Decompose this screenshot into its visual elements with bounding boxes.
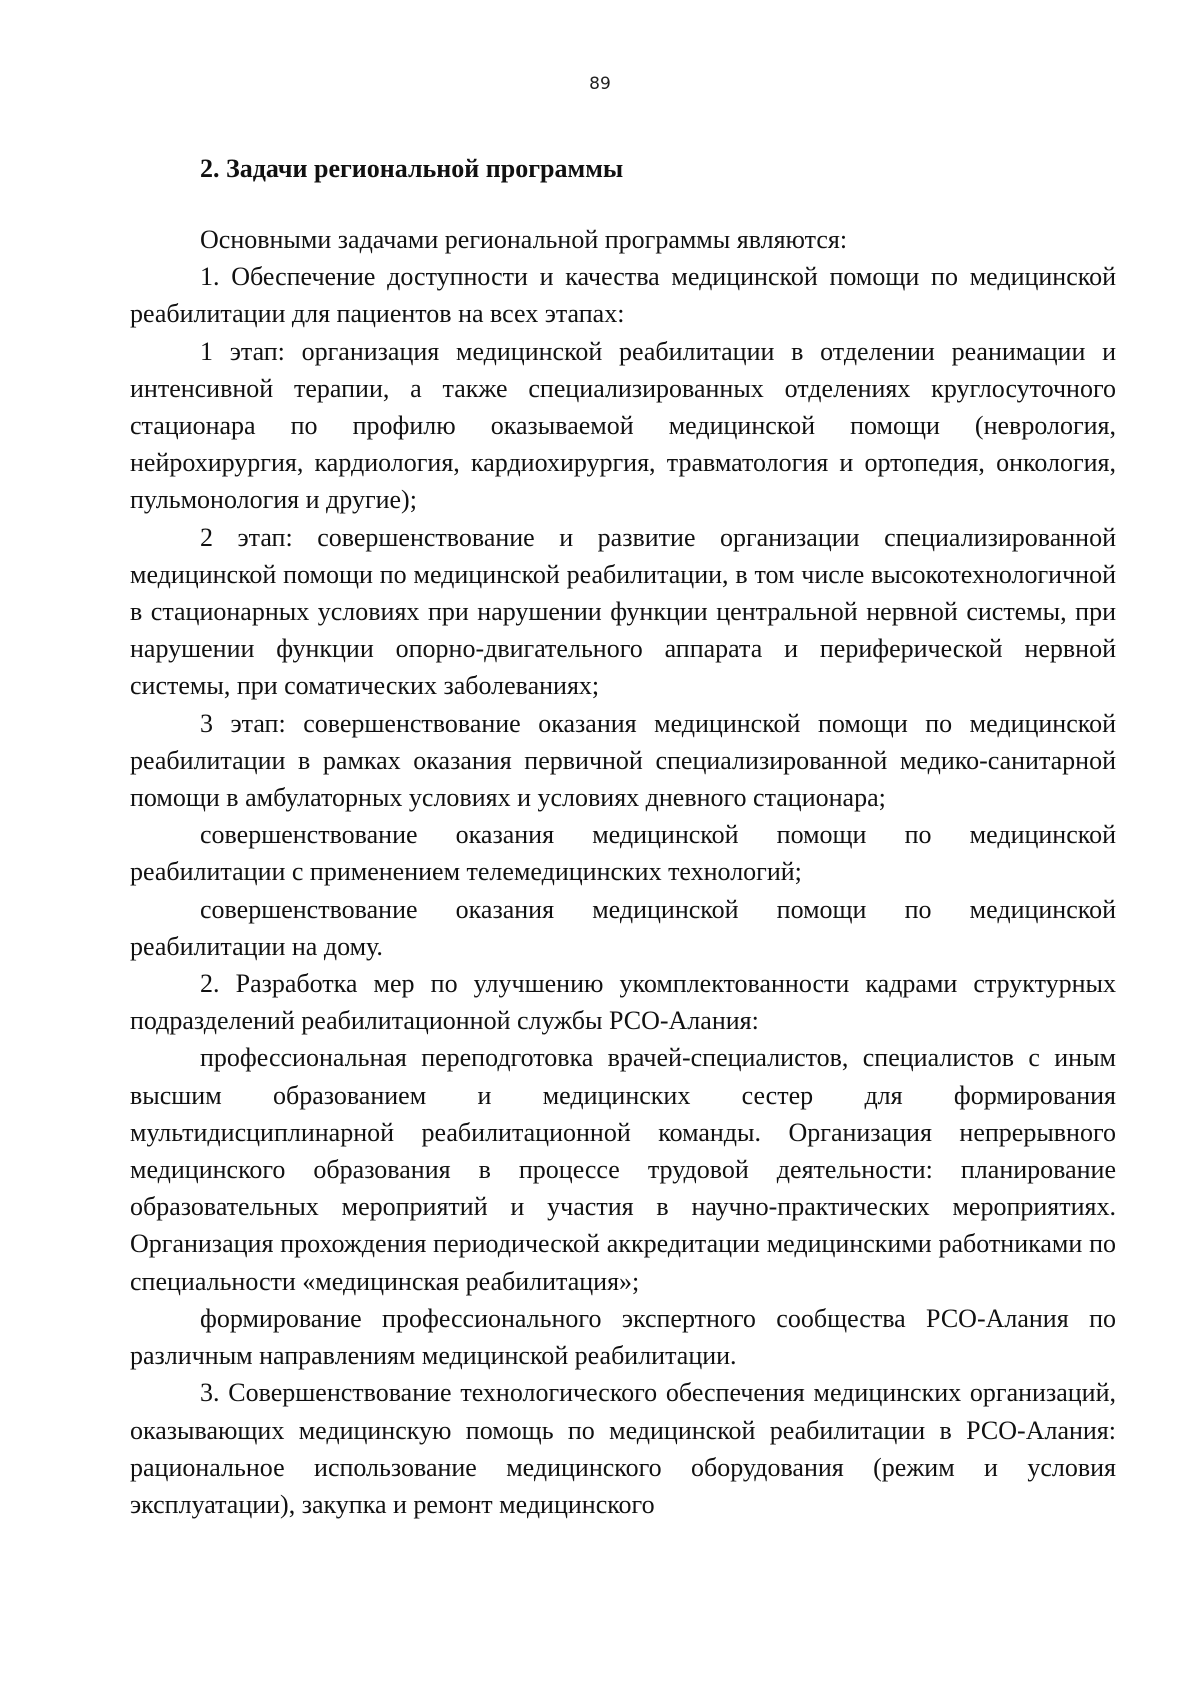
paragraph-retraining: профессиональная переподготовка врачей-специалистов, специалистов с иным высшим образованием и медицинских сестер для формирования мультидисциплинарной реабилитационной команды. Организация непрерывного медицинского образования в процессе трудовой деятельности: планирование образовательных мероприятий и участия в научно-практических мероприятиях. Организация прохождения периодической аккредитации медицинскими работниками по специальности «медицинская реабилитация»; xyxy=(130,1043,1116,1296)
paragraph-telemedicine: совершенствование оказания медицинской помощи по медицинской реабилитации с применением телемедицинских технологий; xyxy=(130,820,1116,887)
paragraph-task-3: 3. Совершенствование технологического обеспечения медицинских организаций, оказывающих медицинскую помощь по медицинской реабилитации в РСО-Алания: рациональное использование медицинского оборудования (режим и условия эксплуатации), закупка и ремонт медицинского xyxy=(130,1378,1116,1519)
paragraph-expert-community: формирование профессионального экспертного сообщества РСО-Алания по различным направлениям медицинской реабилитации. xyxy=(130,1303,1116,1371)
paragraph-stage-1: 1 этап: организация медицинской реабилитации в отделении реанимации и интенсивной терапии, а также специализированных отделениях круглосуточного стационара по профилю оказываемой медицинской помощи (неврология, нейрохирургия, кардиология, кардиохирургия, травматология и ортопедия, онкология, пульмонология и другие); xyxy=(130,336,1116,515)
paragraph-intro: Основными задачами региональной программы являются: xyxy=(200,225,848,254)
paragraph-task-2: 2. Разработка мер по улучшению укомплектованности кадрами структурных подразделений реабилитационной службы РСО-Алания: xyxy=(130,969,1116,1036)
document-body xyxy=(130,150,1116,1523)
section-heading: 2. Задачи региональной программы xyxy=(200,154,624,183)
paragraph-home-care: совершенствование оказания медицинской помощи по медицинской реабилитации на дому. xyxy=(130,894,1116,961)
page-number: 89 xyxy=(589,74,611,94)
paragraph-task-1: 1. Обеспечение доступности и качества медицинской помощи по медицинской реабилитации для пациентов на всех этапах: xyxy=(130,262,1116,329)
paragraph-stage-2: 2 этап: совершенствование и развитие организации специализированной медицинской помощи по медицинской реабилитации, в том числе высокотехнологичной в стационарных условиях при нарушении функции центральной нервной системы, при нарушении функции опорно-двигательного аппарата и периферической нервной системы, при соматических заболеваниях; xyxy=(130,522,1116,701)
paragraph-stage-3: 3 этап: совершенствование оказания медицинской помощи по медицинской реабилитации в рамках оказания первичной специализированной медико-санитарной помощи в амбулаторных условиях и условиях дневного стационара; xyxy=(130,708,1116,813)
